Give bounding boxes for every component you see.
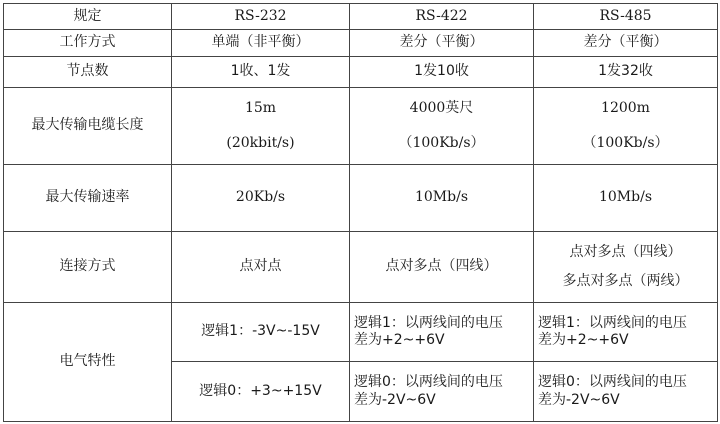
electrical-rs232-logic0-cell: 逻辑0：+3~+15V bbox=[172, 362, 350, 422]
header-row bbox=[4, 4, 718, 30]
electrical-rs485-logic0-cell bbox=[534, 362, 718, 422]
connection-rs485-four-wire: 点对多点（四线） bbox=[569, 243, 682, 260]
connection-rs485-cell bbox=[534, 232, 718, 303]
rate-rs232-cell: 20Kb/s bbox=[172, 165, 350, 232]
connection-label-cell: 连接方式 bbox=[4, 232, 172, 303]
nodes-rs485-cell: 1发32收 bbox=[534, 57, 718, 88]
cable-length-rs485-cell bbox=[534, 88, 718, 165]
rate-rs422-cell: 10Mb/s bbox=[350, 165, 534, 232]
mode-rs422-cell: 差分（平衡） bbox=[350, 30, 534, 57]
cable-length-rs422-value: 4000英尺 bbox=[409, 99, 474, 116]
electrical-rs232-logic1-cell: 逻辑1：-3V~-15V bbox=[172, 303, 350, 362]
electrical-rs485-logic0-line2: 差为-2V~6V bbox=[538, 391, 620, 408]
cable-length-row bbox=[4, 88, 718, 165]
nodes-row bbox=[4, 57, 718, 88]
rate-label-cell: 最大传输速率 bbox=[4, 165, 172, 232]
rate-rs485-cell: 10Mb/s bbox=[534, 165, 718, 232]
electrical-rs485-logic1-cell bbox=[534, 303, 718, 362]
header-rs422-cell: RS-422 bbox=[350, 4, 534, 30]
cable-length-rs422-rate: （100Kb/s） bbox=[398, 135, 485, 151]
electrical-rs422-logic1-line2: 差为+2~+6V bbox=[354, 332, 445, 348]
cable-length-rs485-rate: （100Kb/s） bbox=[582, 135, 669, 151]
electrical-rs485-logic1-line1: 逻辑1：以两线间的电压 bbox=[538, 314, 687, 331]
header-label-cell: 规定 bbox=[4, 4, 172, 30]
connection-rs422-cell: 点对多点（四线） bbox=[350, 232, 534, 303]
connection-row bbox=[4, 232, 718, 303]
mode-row bbox=[4, 30, 718, 57]
mode-label-cell: 工作方式 bbox=[4, 30, 172, 57]
connection-rs485-two-wire: 多点对多点（两线） bbox=[562, 273, 689, 289]
electrical-rs422-logic0-cell bbox=[350, 362, 534, 422]
electrical-label-cell: 电气特性 bbox=[4, 303, 172, 422]
cable-length-label-cell: 最大传输电缆长度 bbox=[4, 88, 172, 165]
electrical-rs422-logic0-line2: 差为-2V~6V bbox=[354, 391, 436, 408]
electrical-rs422-logic0-line1: 逻辑0：以两线间的电压 bbox=[354, 374, 503, 390]
connection-rs232-cell: 点对点 bbox=[172, 232, 350, 303]
mode-rs232-cell: 单端（非平衡） bbox=[172, 30, 350, 57]
comparison-table bbox=[3, 3, 718, 422]
header-rs485-cell: RS-485 bbox=[534, 4, 718, 30]
cable-length-rs232-rate: (20kbit/s) bbox=[226, 135, 295, 151]
header-rs232-cell: RS-232 bbox=[172, 4, 350, 30]
mode-rs485-cell: 差分（平衡） bbox=[534, 30, 718, 57]
electrical-rs422-logic1-cell bbox=[350, 303, 534, 362]
nodes-label-cell: 节点数 bbox=[4, 57, 172, 88]
electrical-rs485-logic1-line2: 差为+2~+6V bbox=[538, 332, 629, 348]
electrical-rs485-logic0-line1: 逻辑0：以两线间的电压 bbox=[538, 374, 687, 390]
rate-row bbox=[4, 165, 718, 232]
electrical-rs422-logic1-line1: 逻辑1：以两线间的电压 bbox=[354, 314, 503, 331]
nodes-rs232-cell: 1收、1发 bbox=[172, 57, 350, 88]
cable-length-rs485-value: 1200m bbox=[601, 99, 650, 116]
cable-length-rs422-cell bbox=[350, 88, 534, 165]
electrical-logic1-row bbox=[4, 303, 718, 362]
cable-length-rs232-value: 15m bbox=[244, 99, 277, 116]
cable-length-rs232-cell bbox=[172, 88, 350, 165]
nodes-rs422-cell: 1发10收 bbox=[350, 57, 534, 88]
